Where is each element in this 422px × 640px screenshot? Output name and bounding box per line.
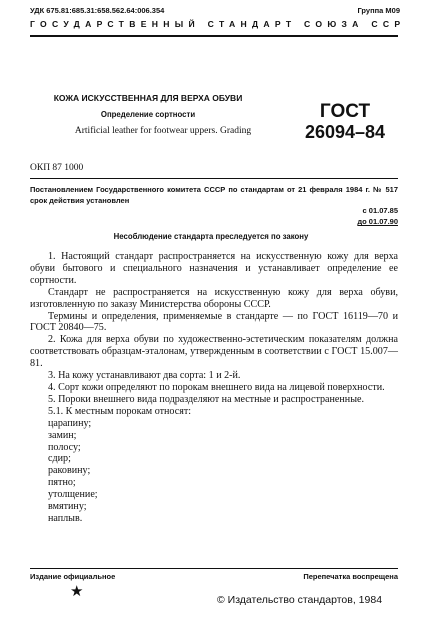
defect-item: пятно;	[48, 477, 76, 489]
law-notice: Несоблюдение стандарта преследуется по закону	[113, 232, 309, 241]
group-code: Группа М09	[357, 6, 400, 15]
defect-item: царапину;	[48, 417, 92, 429]
paragraph-1: 1. Настоящий стандарт распространяется на искусственную кожу для верха обуви бытового и специального назначения и устанавливает определение ее сортности.	[30, 251, 398, 286]
official-edition-label: Издание официальное	[30, 572, 116, 581]
okp-rule	[30, 178, 398, 179]
header-rule	[30, 35, 398, 37]
paragraph-2: Стандарт не распространяется на искусственную кожу для верха обуви, изготовленную по заказу Министерства обороны СССР.	[30, 286, 398, 310]
defect-item: наплыв.	[48, 512, 83, 524]
defect-item: сдир;	[48, 453, 71, 465]
reprint-notice: Перепечатка воспрещена	[303, 572, 398, 581]
document-subtitle: Определение сортности	[100, 110, 196, 119]
defect-item: замин;	[48, 429, 77, 441]
english-title: Artificial leather for footwear uppers. Grading	[74, 126, 252, 136]
paragraph-4: 2. Кожа для верха обуви по художественно-эстетическим показателям должна соответствовать образцам-эталонам, утвержденным в соответствии с ГОСТ 15.007—81.	[30, 334, 398, 370]
okp-code: ОКП 87 1000	[30, 163, 84, 173]
gost-label: ГОСТ	[319, 101, 371, 122]
body-text	[30, 251, 398, 525]
decree-text: Постановлением Государственного комитета СССР по стандартам от 21 февраля 1984 г. № 517 срок действия установлен	[30, 185, 398, 205]
document-title: КОЖА ИСКУССТВЕННАЯ ДЛЯ ВЕРХА ОБУВИ	[53, 93, 243, 103]
paragraph-8: 5.1. К местным порокам относят:	[48, 405, 192, 417]
paragraph-3: Термины и определения, применяемые в стандарте — по ГОСТ 16119—70 и ГОСТ 20840—75.	[30, 310, 398, 334]
state-standard-header: ГОСУДАРСТВЕННЫЙ СТАНДАРТ СОЮЗА ССР	[30, 19, 406, 29]
star-icon: ★	[70, 584, 84, 600]
validity-from: с 01.07.85	[362, 206, 398, 215]
copyright: © Издательство стандартов, 1984	[217, 594, 383, 606]
udk-code: УДК 675.81:685.31:658.562.64:006.354	[30, 6, 165, 15]
gost-number: 26094–84	[304, 122, 386, 142]
defect-item: полосу;	[48, 441, 81, 453]
defect-item: раковину;	[48, 465, 91, 477]
validity-to: до 01.07.90	[357, 217, 398, 226]
defect-item: вмятину;	[48, 501, 87, 513]
paragraph-5: 3. На кожу устанавливают два сорта: 1 и 2-й.	[48, 370, 241, 382]
paragraph-7: 5. Пороки внешнего вида подразделяют на местные и распространенные.	[48, 393, 364, 405]
defect-item: утолщение;	[48, 489, 98, 501]
paragraph-6: 4. Сорт кожи определяют по порокам внешнего вида на лицевой поверхности.	[48, 381, 385, 393]
footer-rule	[30, 568, 398, 569]
